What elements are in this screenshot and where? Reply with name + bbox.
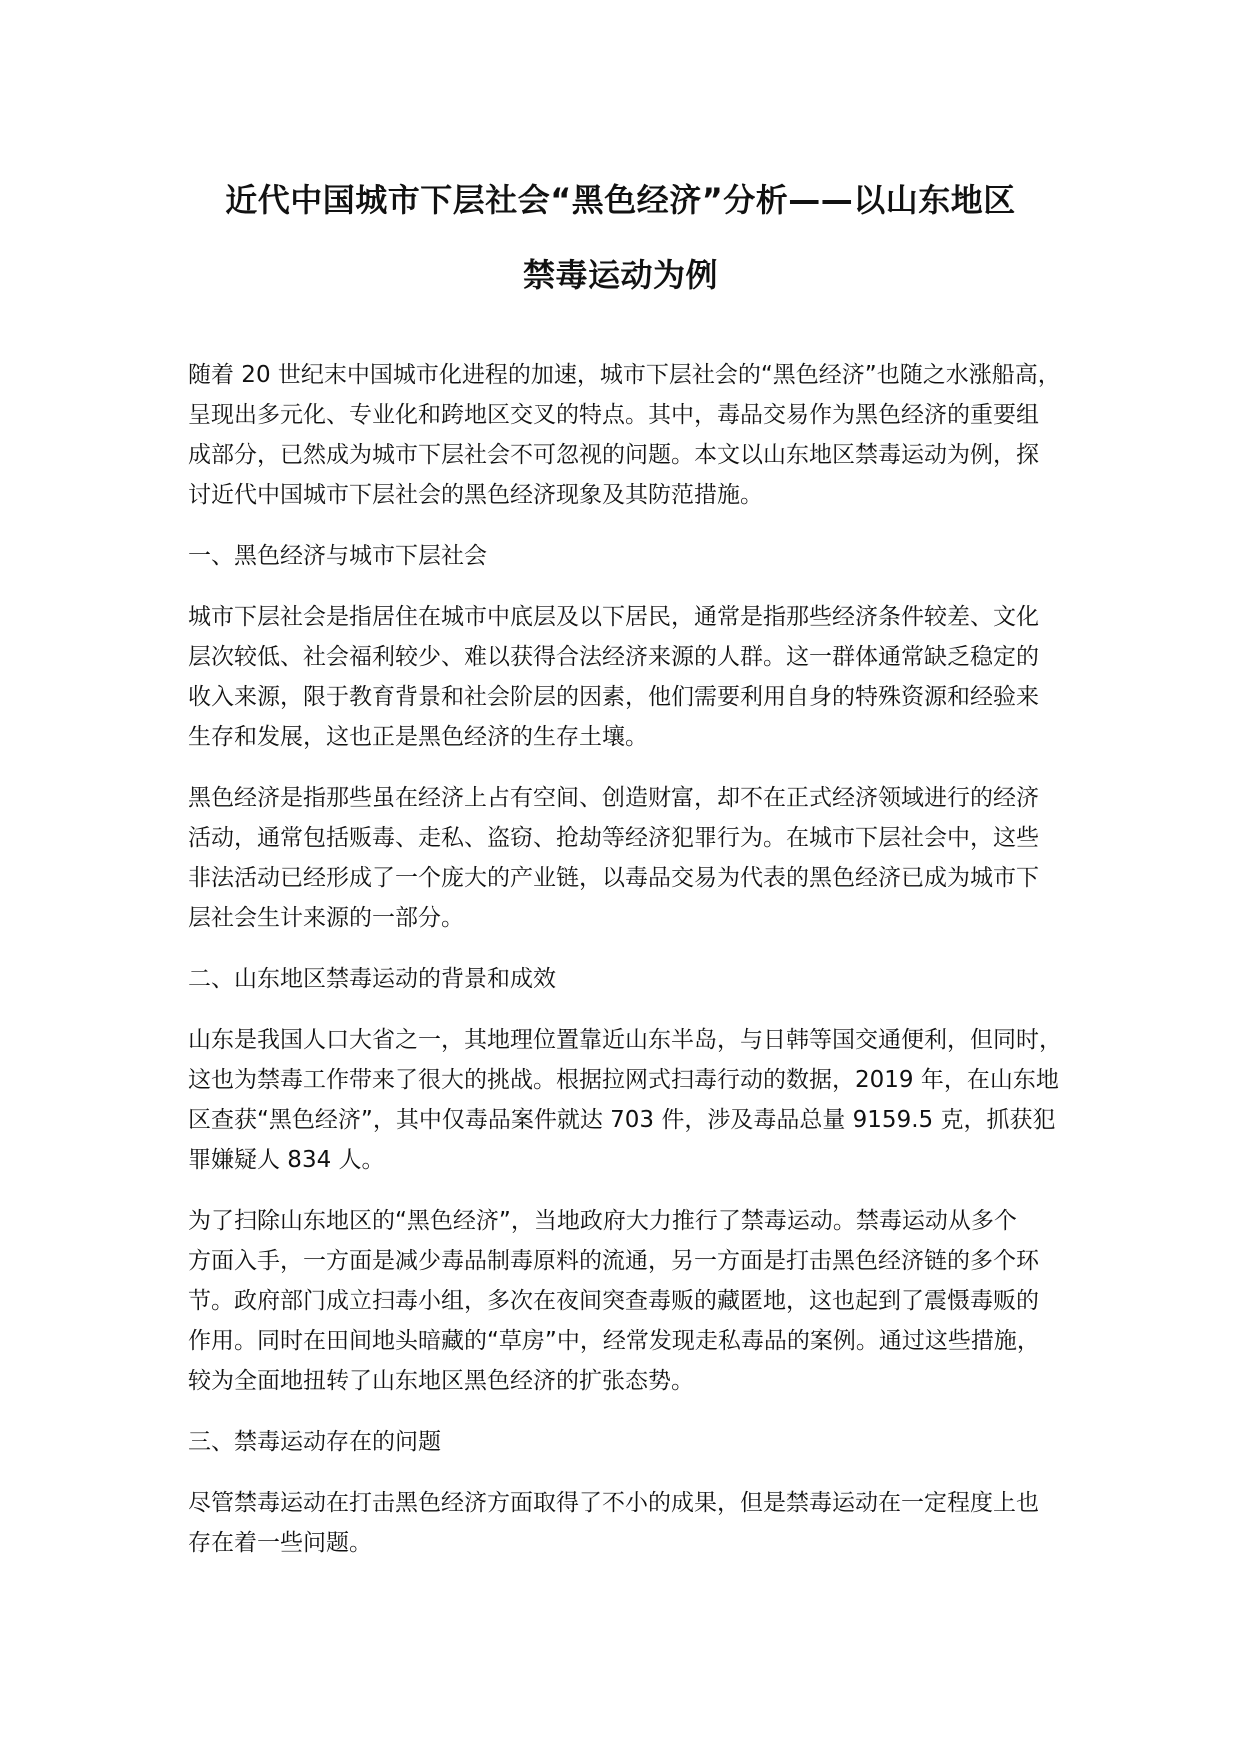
text-line: 为了扫除山东地区的“黑色经济”，当地政府大力推行了禁毒运动。禁毒运动从多个 <box>188 1208 1017 1234</box>
text-line: 收入来源，限于教育背景和社会阶层的因素，他们需要利用自身的特殊资源和经验来 <box>188 684 1039 710</box>
intro-paragraph <box>188 355 1078 515</box>
text-line: 活动，通常包括贩毒、走私、盗窃、抢劫等经济犯罪行为。在城市下层社会中，这些 <box>188 825 1039 851</box>
text-line: 作用。同时在田间地头暗藏的“草房”中，经常发现走私毒品的案例。通过这些措施， <box>188 1328 1040 1354</box>
text-line: 层次较低、社会福利较少、难以获得合法经济来源的人群。这一群体通常缺乏稳定的 <box>188 644 1039 670</box>
section-1-paragraph-1 <box>188 597 1078 757</box>
text-line: 罪嫌疑人 834 人。 <box>188 1147 385 1173</box>
text-line: 成部分，已然成为城市下层社会不可忽视的问题。本文以山东地区禁毒运动为例，探 <box>188 442 1039 468</box>
text-line: 黑色经济是指那些虽在经济上占有空间、创造财富，却不在正式经济领域进行的经济 <box>188 785 1039 811</box>
text-line: 这也为禁毒工作带来了很大的挑战。根据拉网式扫毒行动的数据，2019 年，在山东地 <box>188 1067 1059 1093</box>
text-line: 非法活动已经形成了一个庞大的产业链，以毒品交易为代表的黑色经济已成为城市下 <box>188 865 1039 891</box>
text-line: 随着 20 世纪末中国城市化进程的加速，城市下层社会的“黑色经济”也随之水涨船高， <box>188 362 1061 388</box>
text-line: 方面入手，一方面是减少毒品制毒原料的流通，另一方面是打击黑色经济链的多个环 <box>188 1248 1039 1274</box>
text-line: 尽管禁毒运动在打击黑色经济方面取得了不小的成果，但是禁毒运动在一定程度上也 <box>188 1490 1039 1516</box>
text-line: 区查获“黑色经济”，其中仅毒品案件就达 703 件，涉及毒品总量 9159.5 克，抓获犯 <box>188 1107 1056 1133</box>
document-title-line-2: 禁毒运动为例 <box>522 256 718 294</box>
text-line: 呈现出多元化、专业化和跨地区交叉的特点。其中，毒品交易作为黑色经济的重要组 <box>188 402 1039 428</box>
text-line: 存在着一些问题。 <box>188 1530 372 1556</box>
section-1-paragraph-2 <box>188 778 1078 938</box>
section-2-paragraph-2 <box>188 1201 1078 1401</box>
section-3-heading: 三、禁毒运动存在的问题 <box>188 1429 441 1455</box>
text-line: 节。政府部门成立扫毒小组，多次在夜间突查毒贩的藏匿地，这也起到了震慑毒贩的 <box>188 1288 1039 1314</box>
text-line: 层社会生计来源的一部分。 <box>188 905 464 931</box>
text-line: 生存和发展，这也正是黑色经济的生存土壤。 <box>188 724 648 750</box>
text-line: 山东是我国人口大省之一，其地理位置靠近山东半岛，与日韩等国交通便利，但同时， <box>188 1027 1062 1053</box>
text-line: 较为全面地扭转了山东地区黑色经济的扩张态势。 <box>188 1368 694 1394</box>
text-line: 讨近代中国城市下层社会的黑色经济现象及其防范措施。 <box>188 482 763 508</box>
section-2-heading: 二、山东地区禁毒运动的背景和成效 <box>188 966 556 992</box>
section-3-paragraph-1 <box>188 1483 1078 1563</box>
text-line: 城市下层社会是指居住在城市中底层及以下居民，通常是指那些经济条件较差、文化 <box>188 604 1039 630</box>
section-1-heading: 一、黑色经济与城市下层社会 <box>188 543 487 569</box>
section-2-paragraph-1 <box>188 1020 1078 1180</box>
document-title-line-1: 近代中国城市下层社会“黑色经济”分析——以山东地区 <box>225 181 1016 219</box>
document-body <box>188 355 1078 1584</box>
